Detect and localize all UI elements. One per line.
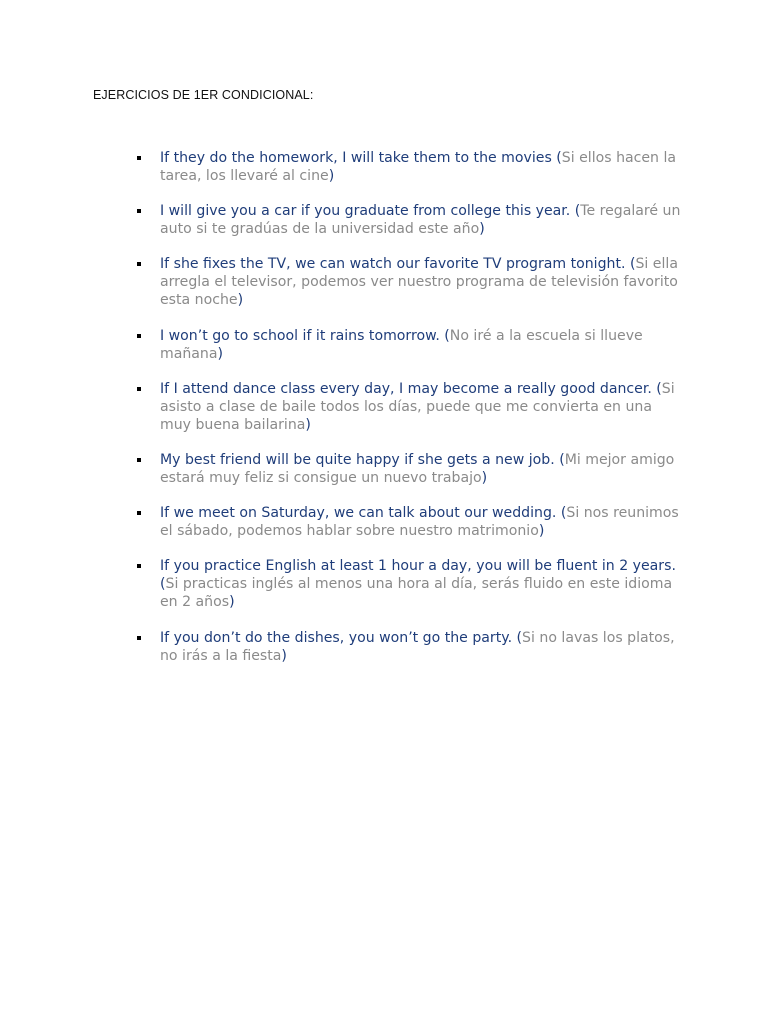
- spanish-translation: Si nos reunimos el sábado, podemos hablar sobre nuestro matrimonio: [160, 505, 679, 540]
- bullet-icon: [137, 334, 141, 338]
- english-sentence: If we meet on Saturday, we can talk about our wedding.: [160, 505, 557, 522]
- spanish-translation: Si asisto a clase de baile todos los días, puede que me convierta en una muy buena bailarina: [160, 380, 675, 433]
- page-title: EJERCICIOS DE 1ER CONDICIONAL:: [93, 88, 314, 102]
- list-item: If we meet on Saturday, we can talk about our wedding. (Si nos reunimos el sábado, podemos hablar sobre nuestro matrimonio): [136, 504, 681, 540]
- bullet-icon: [137, 262, 141, 266]
- english-sentence: If you practice English at least 1 hour a day, you will be fluent in 2 years.: [160, 558, 676, 575]
- list-item: If I attend dance class every day, I may become a really good dancer. (Si asisto a clase de baile todos los días, puede que me convierta en una muy buena bailarina): [136, 380, 681, 434]
- list-item: If they do the homework, I will take them to the movies (Si ellos hacen la tarea, los llevaré al cine): [136, 149, 681, 185]
- sentence-list: [136, 149, 681, 682]
- english-sentence: I will give you a car if you graduate from college this year.: [160, 203, 571, 220]
- bullet-icon: [137, 564, 141, 568]
- spanish-translation: Mi mejor amigo estará muy feliz si consigue un nuevo trabajo: [160, 451, 675, 486]
- english-sentence: I won’t go to school if it rains tomorrow.: [160, 327, 440, 344]
- list-item: I will give you a car if you graduate from college this year. (Te regalaré un auto si te gradúas de la universidad este año): [136, 202, 681, 238]
- english-sentence: My best friend will be quite happy if she gets a new job.: [160, 451, 555, 468]
- spanish-translation: Si no lavas los platos, no irás a la fiesta: [160, 629, 675, 664]
- english-sentence: If she fixes the TV, we can watch our favorite TV program tonight.: [160, 256, 626, 273]
- list-item: I won’t go to school if it rains tomorrow. (No iré a la escuela si llueve mañana): [136, 327, 681, 363]
- spanish-translation: Si ella arregla el televisor, podemos ver nuestro programa de televisión favorito esta noche: [160, 256, 678, 309]
- english-sentence: If they do the homework, I will take them to the movies: [160, 150, 552, 166]
- spanish-translation: Si ellos hacen la tarea, los llevaré al cine: [160, 150, 677, 184]
- spanish-translation: Si practicas inglés al menos una hora al día, serás fluido en este idioma en 2 años: [160, 576, 673, 611]
- english-sentence: If you don’t do the dishes, you won’t go the party.: [160, 629, 513, 646]
- list-item: My best friend will be quite happy if she gets a new job. (Mi mejor amigo estará muy feliz si consigue un nuevo trabajo): [136, 451, 681, 487]
- bullet-icon: [137, 387, 141, 391]
- bullet-icon: [137, 156, 141, 160]
- bullet-icon: [137, 209, 141, 213]
- bullet-icon: [137, 636, 141, 640]
- bullet-icon: [137, 458, 141, 462]
- spanish-translation: Te regalaré un auto si te gradúas de la universidad este año: [160, 203, 681, 238]
- english-sentence: If I attend dance class every day, I may become a really good dancer.: [160, 380, 652, 397]
- bullet-icon: [137, 511, 141, 515]
- spanish-translation: No iré a la escuela si llueve mañana: [160, 327, 643, 362]
- list-item: If you practice English at least 1 hour a day, you will be fluent in 2 years. (Si practicas inglés al menos una hora al día, serás fluido en este idioma en 2 años): [136, 557, 681, 611]
- list-item: If you don’t do the dishes, you won’t go the party. (Si no lavas los platos, no irás a la fiesta): [136, 629, 681, 665]
- list-item: If she fixes the TV, we can watch our favorite TV program tonight. (Si ella arregla el televisor, podemos ver nuestro programa de televisión favorito esta noche): [136, 255, 681, 309]
